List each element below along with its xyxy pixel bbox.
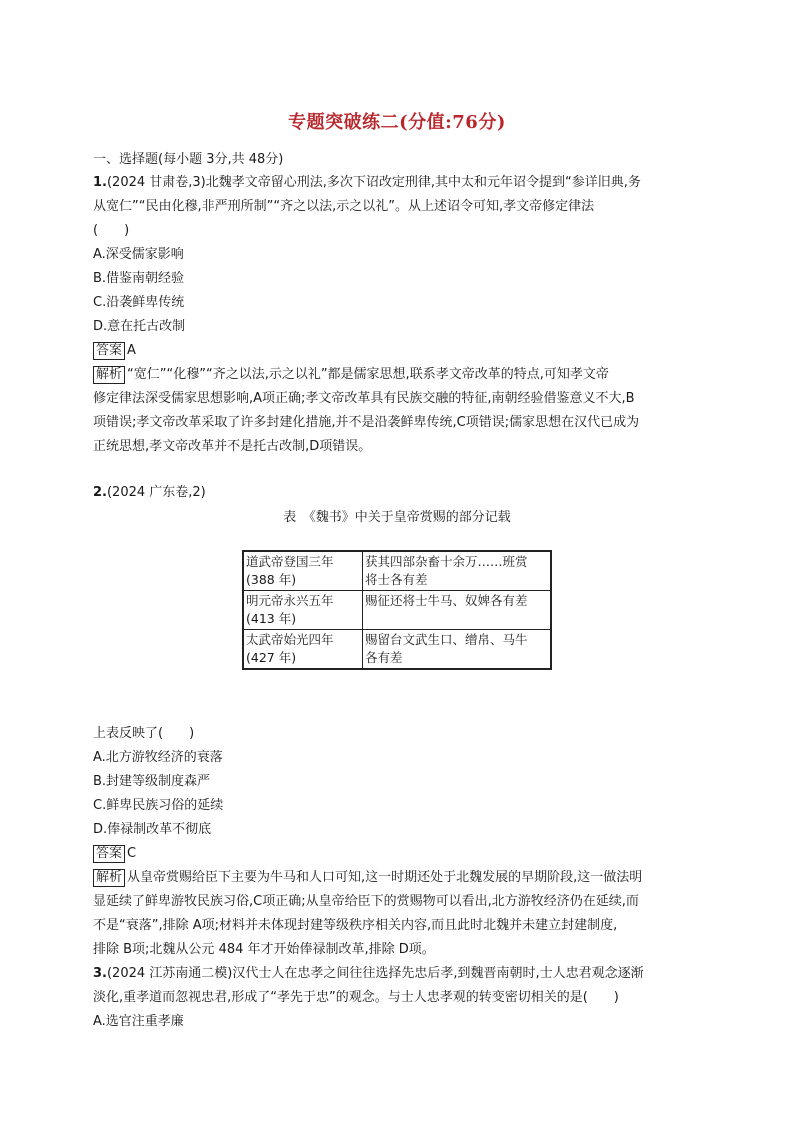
q2-analysis-line-2: 显延续了鲜卑游牧民族习俗,C项正确;从皇帝给臣下的赏赐物可以看出,北方游牧经济仍在延续,而 (93, 894, 639, 909)
records-table (242, 550, 552, 670)
q2-stem: 上表反映了( ) (93, 726, 195, 741)
q3-stem-line-2: 淡化,重孝道而忽视忠君,形成了“孝先于忠”的观念。与士人忠孝观的转变密切相关的是( ) (93, 990, 619, 1005)
q2-option-a: A.北方游牧经济的衰落 (93, 750, 223, 765)
analysis-tag: 解析 (93, 869, 125, 887)
table-cell-content: 赐留台文武生口、缯帛、马牛 各有差 (363, 630, 552, 670)
q1-answer-value: A (127, 343, 136, 358)
section-heading: 一、选择题(每小题 3分,共 48分) (93, 152, 284, 167)
table-row (243, 591, 551, 630)
q1-stem-line-1: 1.(2024 甘肃卷,3)北魏孝文帝留心刑法,多次下诏改定刑律,其中太和元年诏令提到“参详旧典,务 (93, 175, 641, 190)
q1-option-c: C.沿袭鲜卑传统 (93, 295, 185, 310)
analysis-tag: 解析 (93, 366, 125, 384)
q2-number: 2. (93, 485, 107, 500)
q2-header (93, 481, 206, 505)
q1-option-a: A.深受儒家影响 (93, 247, 184, 262)
q2-answer (93, 842, 136, 866)
table-cell-time: 道武帝登国三年 (388 年) (243, 551, 363, 591)
q2-analysis-line-3: 不是“衰落”,排除 A项;材料并未体现封建等级秩序相关内容,而且此时北魏并未建立封建制度, (93, 918, 618, 933)
q1-analysis-line-1: 解析 “宽仁”“化穆”“齐之以法,示之以礼”都是儒家思想,联系孝文帝改革的特点,可知孝文帝 (93, 363, 609, 387)
table-cell-time: 太武帝始光四年 (427 年) (243, 630, 363, 670)
page-title: 专题突破练二(分值:76分) (288, 112, 506, 133)
q2-answer-value: C (127, 846, 137, 861)
table-row (243, 551, 551, 591)
q2-option-b: B.封建等级制度森严 (93, 774, 211, 789)
q2-option-d: D.俸禄制改革不彻底 (93, 822, 212, 837)
q2-analysis-line-1: 解析 从皇帝赏赐给臣下主要为牛马和人口可知,这一时期还处于北魏发展的早期阶段,这一做法明 (93, 866, 642, 890)
q3-stem-line-1: 3.(2024 江苏南通二模)汉代士人在忠孝之间往往选择先忠后孝,到魏晋南朝时,士人忠君观念逐渐 (93, 966, 644, 981)
table-row (243, 630, 551, 670)
q1-analysis-line-4: 正统思想,孝文帝改革并不是托古改制,D项错误。 (93, 439, 372, 454)
q1-analysis-line-3: 项错误;孝文帝改革采取了许多封建化措施,并不是沿袭鲜卑传统,C项错误;儒家思想在汉代已成为 (93, 415, 640, 430)
q1-option-b: B.借鉴南朝经验 (93, 271, 185, 286)
q1-stem-blank: ( ) (93, 223, 130, 238)
q1-analysis-line-2: 修定律法深受儒家思想影响,A项正确;孝文帝改革具有民族交融的特征,南朝经验借鉴意义不大,B (93, 391, 635, 406)
table-caption: 表 《魏书》中关于皇帝赏赐的部分记载 (283, 510, 511, 525)
table-cell-content: 获其四部杂畜十余万……班赏 将士各有差 (363, 551, 552, 591)
q1-stem-line-2: 从宽仁”“民由化穆,非严刑所制”“齐之以法,示之以礼”。从上述诏令可知,孝文帝修定律法 (93, 199, 595, 214)
q3-option-a: A.选官注重孝廉 (93, 1014, 184, 1029)
q1-answer (93, 339, 136, 363)
q2-source: (2024 广东卷,2) (106, 485, 206, 500)
answer-tag: 答案 (93, 342, 125, 360)
q1-number: 1. (93, 175, 107, 190)
table-cell-time: 明元帝永兴五年 (413 年) (243, 591, 363, 630)
q2-analysis-line-4: 排除 B项;北魏从公元 484 年才开始俸禄制改革,排除 D项。 (93, 942, 435, 957)
q1-option-d: D.意在托古改制 (93, 319, 186, 334)
table-cell-content: 赐征还将士牛马、奴婢各有差 (363, 591, 552, 630)
answer-tag: 答案 (93, 845, 125, 863)
q2-option-c: C.鲜卑民族习俗的延续 (93, 798, 224, 813)
q3-number: 3. (93, 966, 107, 981)
